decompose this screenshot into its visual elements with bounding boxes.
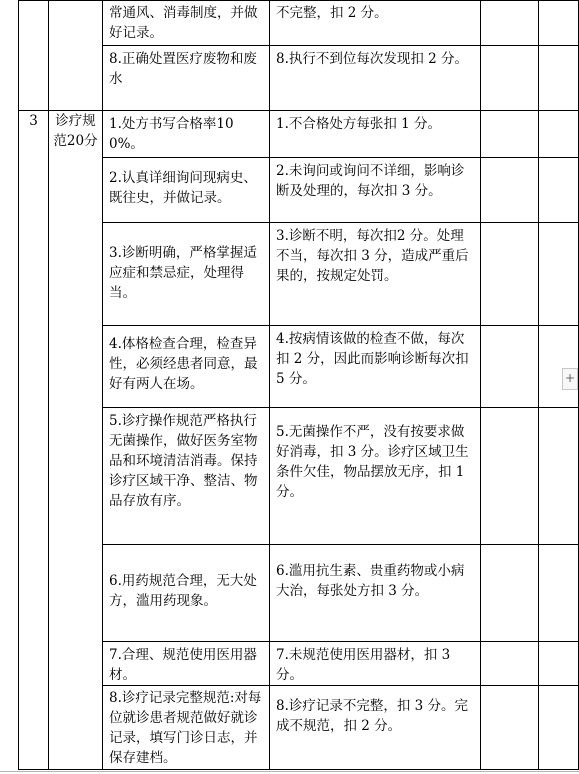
deduction-cell	[270, 223, 481, 326]
deduction-text: 7.未规范使用医用器材，扣 3 分。	[276, 647, 451, 683]
deduction-cell	[270, 686, 481, 770]
deduction-text: 8.执行不到位每次发现扣 2 分。	[276, 51, 469, 67]
deduction-text: 2.未询问或询问不详细，影响诊断及处理的，每次扣 3 分。	[276, 163, 465, 199]
standard-text: 3.诊断明确，严格掌握适应症和禁忌症，处理得当。	[109, 245, 257, 301]
table-row	[19, 408, 579, 545]
table-row	[19, 545, 579, 642]
standard-text: 8.诊疗记录完整规范:对每位就诊患者规范做好就诊记录，填写门诊日志，并保存建档。	[109, 690, 262, 766]
deduction-cell	[270, 46, 481, 111]
remark-cell	[539, 686, 579, 770]
page-bottom-rule	[0, 771, 579, 772]
score-cell	[481, 1, 539, 46]
deduction-cell	[270, 408, 481, 545]
remark-cell	[539, 408, 579, 545]
deduction-text: 4.按病情该做的检查不做，每次扣 2 分，因此而影响诊断每次扣 5 分。	[276, 331, 469, 387]
deduction-text: 1.不合格处方每张扣 1 分。	[276, 116, 442, 132]
deduction-text: 3.诊断不明，每次扣2 分。处理不当，每次扣 3 分，造成严重后果的，按规定处罚。	[276, 228, 469, 284]
score-cell	[481, 46, 539, 111]
standard-cell	[103, 686, 270, 770]
deduction-text: 8.诊疗记录不完整，扣 3 分。完成不规范，扣 2 分。	[276, 698, 469, 734]
remark-cell	[539, 326, 579, 408]
standard-cell	[103, 408, 270, 545]
remark-cell	[539, 46, 579, 111]
score-cell	[481, 686, 539, 770]
standard-text: 8.正确处置医疗废物和废水	[109, 51, 257, 87]
standard-cell	[103, 642, 270, 686]
score-cell	[481, 111, 539, 158]
deduction-cell	[270, 111, 481, 158]
deduction-cell	[270, 158, 481, 223]
remark-cell	[539, 1, 579, 46]
table-row	[19, 158, 579, 223]
deduction-cell	[270, 642, 481, 686]
standard-cell	[103, 223, 270, 326]
table-row	[19, 223, 579, 326]
standard-text: 6.用药规范合理，无大处方，滥用药现象。	[109, 573, 257, 609]
standard-text: 常通风、消毒制度，并做好记录。	[109, 5, 258, 41]
deduction-cell	[270, 1, 481, 46]
remark-cell	[539, 642, 579, 686]
score-cell	[481, 545, 539, 642]
score-cell	[481, 642, 539, 686]
remark-cell	[539, 545, 579, 642]
table-row	[19, 111, 579, 158]
score-cell	[481, 408, 539, 545]
score-cell	[481, 158, 539, 223]
table-row	[19, 1, 579, 46]
standard-text: 2.认真详细询问现病史、既往史，并做记录。	[109, 170, 257, 206]
standard-cell	[103, 111, 270, 158]
table-row	[19, 46, 579, 111]
standard-cell	[103, 1, 270, 46]
deduction-text: 5.无菌操作不严，没有按要求做好消毒，扣 3 分。诊疗区域卫生条件欠佳，物品摆放无序，扣 1 分。	[276, 424, 469, 500]
deduction-cell	[270, 326, 481, 408]
table-row	[19, 326, 579, 408]
remark-cell	[539, 158, 579, 223]
table-row	[19, 642, 579, 686]
standard-cell	[103, 326, 270, 408]
standard-cell	[103, 158, 270, 223]
standard-text: 7.合理、规范使用医用器材。	[109, 647, 257, 683]
section-number: 3	[19, 111, 49, 770]
standard-cell	[103, 46, 270, 111]
deduction-text: 6.滥用抗生素、贵重药物或小病大治，每张处方扣 3 分。	[276, 563, 465, 599]
remark-cell	[539, 111, 579, 158]
standard-text: 1.处方书写合格率100%。	[109, 116, 234, 152]
table-resize-handle[interactable]: +	[562, 368, 578, 390]
assessment-table	[18, 0, 579, 770]
remark-cell	[539, 223, 579, 326]
deduction-text: 不完整，扣 2 分。	[276, 5, 388, 21]
number-cell-prev	[19, 1, 49, 111]
category-cell-prev	[49, 1, 103, 111]
section-category	[49, 111, 103, 770]
standard-text: 5.诊疗操作规范严格执行无菌操作，做好医务室物品和环境清洁消毒。保持诊疗区域干净、整洁、物品存放有序。	[109, 413, 258, 509]
table-row	[19, 686, 579, 770]
score-cell	[481, 223, 539, 326]
score-cell	[481, 326, 539, 408]
section-category-text: 诊疗规范20分	[53, 113, 98, 149]
deduction-cell	[270, 545, 481, 642]
standard-text: 4.体格检查合理，检查异性，必须经患者同意，最好有两人在场。	[109, 336, 258, 392]
standard-cell	[103, 545, 270, 642]
